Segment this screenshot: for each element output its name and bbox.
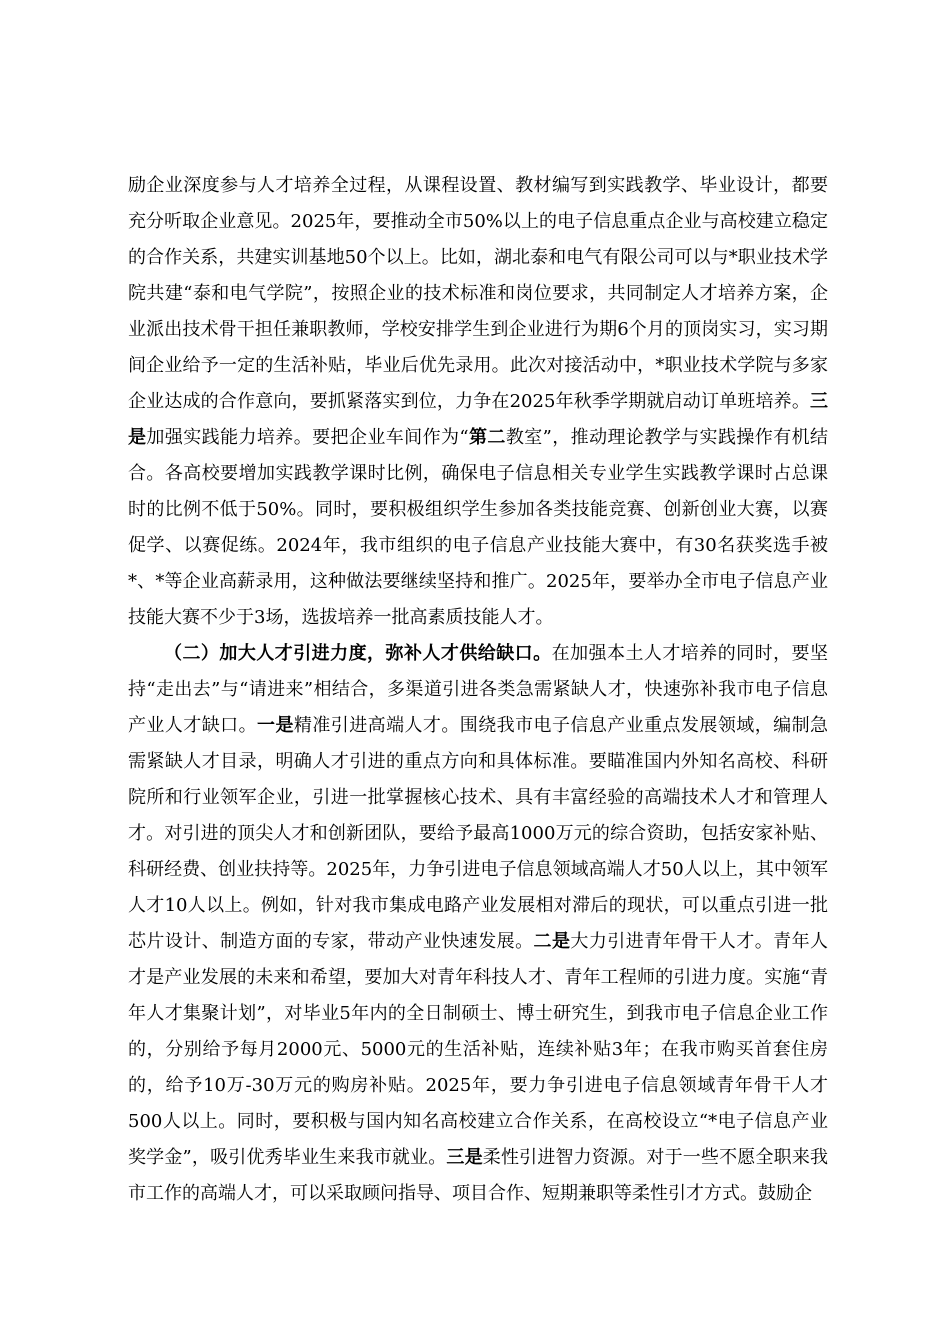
paragraph-text: 柔性引进智力资源。对于一些不愿全职来我市工作的高端人才，可以采取顾问指导、项目合作、短期兼职等柔性引才方式。鼓励企 <box>128 1147 828 1204</box>
paragraph-text: 教室”，推动理论教学与实践操作有机结合。各高校要增加实践教学课时比例，确保电子信息相关专业学生实践教学课时占总课时的比例不低于50%。同时，要积极组织学生参加各类技能竞赛、创新创业大赛，以赛促学、以赛促练。2024年，我市组织的电子信息产业技能大赛中，有30名获奖选手被*、*等企业高薪录用，这种做法要继续坚持和推广。2025年，要举办全市电子信息产业技能大赛不少于3场，选拔培养一批高素质技能人才。 <box>128 427 829 628</box>
bold-emphasis: 第二 <box>468 427 506 448</box>
paragraph-1 <box>128 168 828 636</box>
section-heading: （二）加大人才引进力度，弥补人才供给缺口。 <box>164 643 552 664</box>
bold-marker-three: 三是 <box>128 391 828 448</box>
paragraph-2 <box>128 636 828 1212</box>
bold-marker-three: 三是 <box>446 1147 483 1168</box>
document-body <box>128 168 828 1212</box>
paragraph-text: 大力引进青年骨干人才。青年人才是产业发展的未来和希望，要加大对青年科技人才、青年工程师的引进力度。实施“青年人才集聚计划”，对毕业5年内的全日制硕士、博士研究生，到我市电子信息企业工作的，分别给予每月2000元、5000元的生活补贴，连续补贴3年；在我市购买首套住房的，给予10万-30万元的购房补贴。2025年，要力争引进电子信息领域青年骨干人才500人以上。同时，要积极与国内知名高校建立合作关系，在高校设立“*电子信息产业奖学金”，吸引优秀毕业生来我市就业。 <box>128 931 829 1168</box>
paragraph-text: 励企业深度参与人才培养全过程，从课程设置、教材编写到实践教学、毕业设计，都要充分听取企业意见。2025年，要推动全市50%以上的电子信息重点企业与高校建立稳定的合作关系，共建实训基地50个以上。比如，湖北泰和电气有限公司可以与*职业技术学院共建“泰和电气学院”，按照企业的技术标准和岗位要求，共同制定人才培养方案，企业派出技术骨干担任兼职教师，学校安排学生到企业进行为期6个月的顶岗实习，实习期间企业给予一定的生活补贴，毕业后优先录用。此次对接活动中，*职业技术学院与多家企业达成的合作意向，要抓紧落实到位，力争在2025年秋季学期就启动订单班培养。 <box>128 175 828 412</box>
paragraph-text: 加强实践能力培养。要把企业车间作为“ <box>146 427 469 448</box>
bold-marker-two: 二是 <box>533 931 571 952</box>
paragraph-text: 精准引进高端人才。围绕我市电子信息产业重点发展领域，编制急需紧缺人才目录，明确人才引进的重点方向和具体标准。要瞄准国内外知名高校、科研院所和行业领军企业，引进一批掌握核心技术、具有丰富经验的高端技术人才和管理人才。对引进的顶尖人才和创新团队，要给予最高1000万元的综合资助，包括安家补贴、科研经费、创业扶持等。2025年，力争引进电子信息领域高端人才50人以上，其中领军人才10人以上。例如，针对我市集成电路产业发展相对滞后的现状，可以重点引进一批芯片设计、制造方面的专家，带动产业快速发展。 <box>128 715 829 952</box>
paragraph-text: 在加强本土人才培养的同时，要坚持“走出去”与“请进来”相结合，多渠道引进各类急需紧缺人才，快速弥补我市电子信息产业人才缺口。 <box>128 643 829 736</box>
bold-marker-one: 一是 <box>257 715 294 736</box>
